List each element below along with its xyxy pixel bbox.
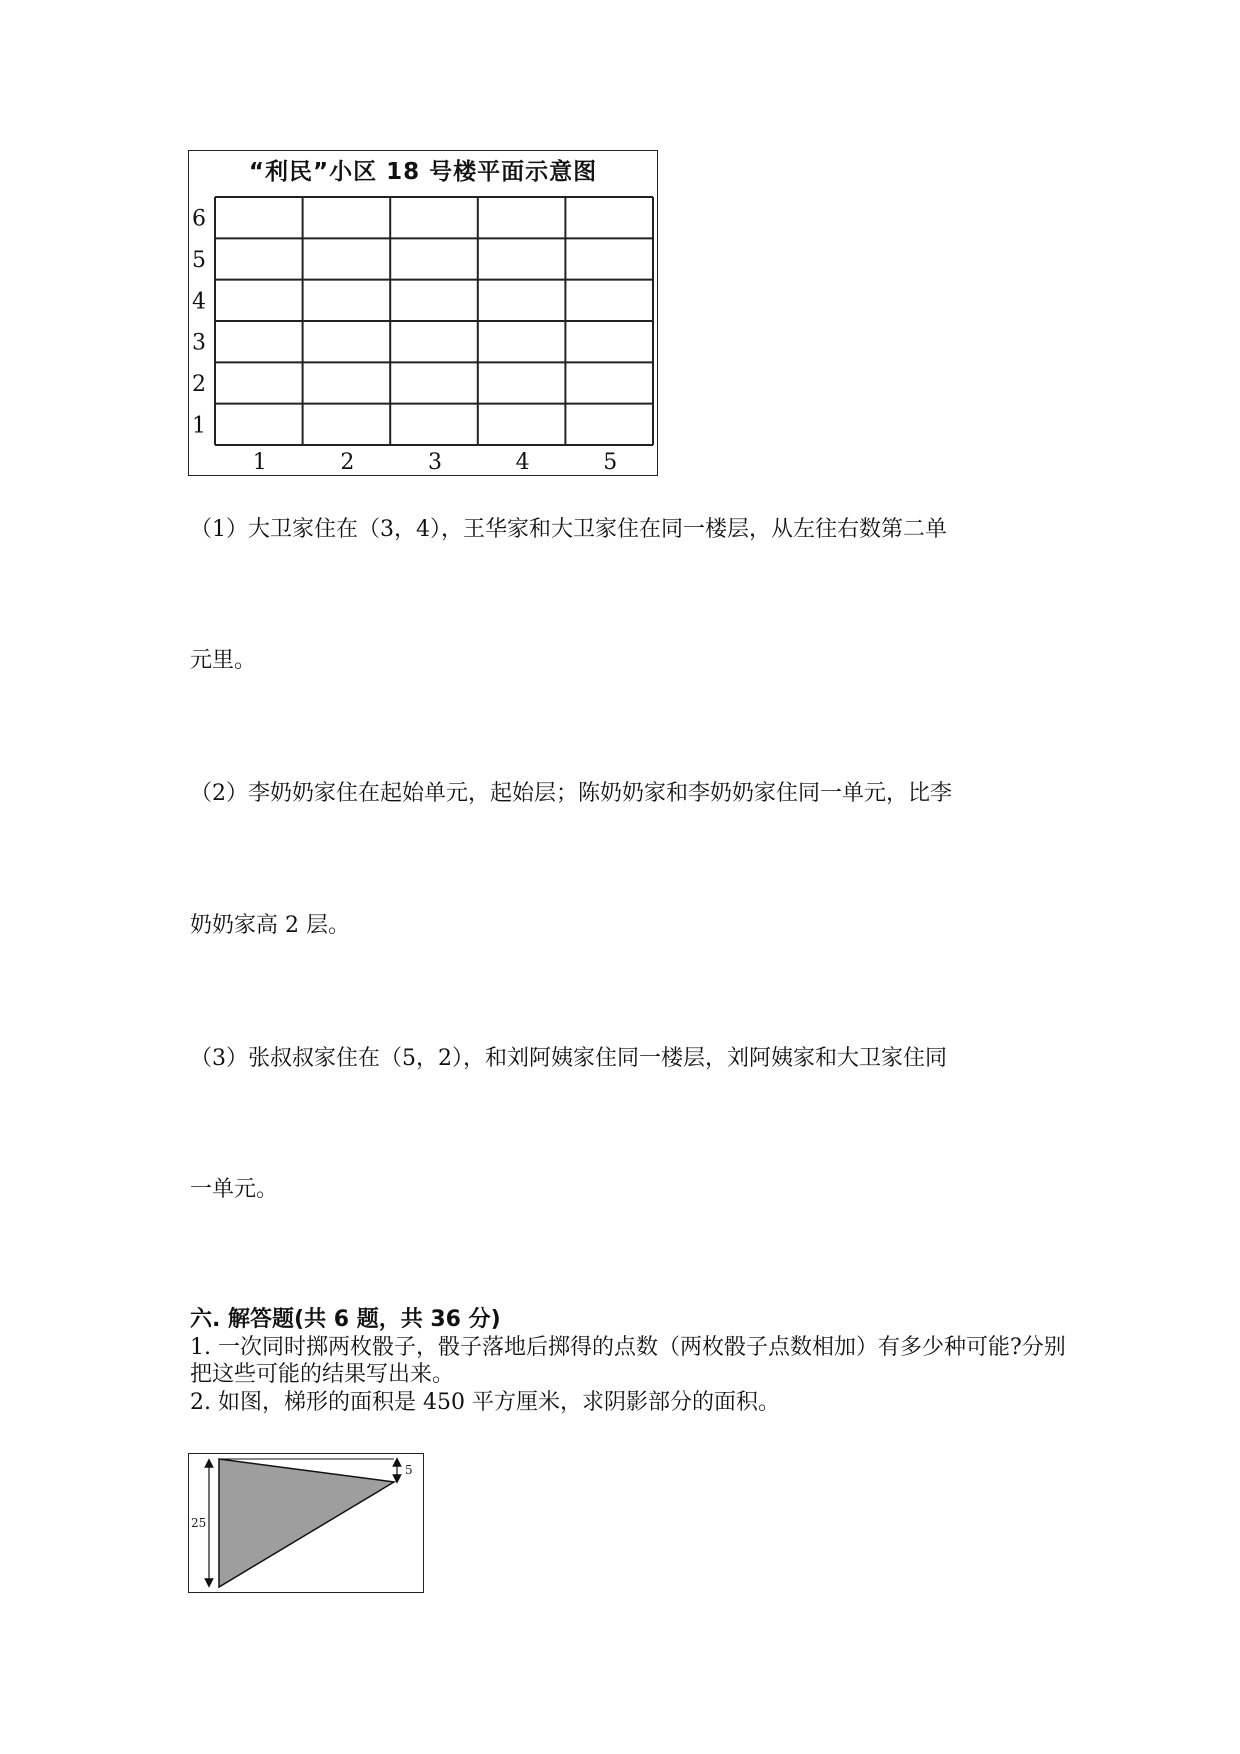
floor-label: 3 — [192, 330, 206, 356]
section-title: 六. 解答题(共 6 题，共 36 分) — [190, 1307, 501, 1332]
question-2-line-1: （2）李奶奶家住在起始单元，起始层；陈奶奶家和李奶奶家住同一单元，比李 — [190, 781, 952, 806]
question-3-line-1: （3）张叔叔家住在（5，2），和刘阿姨家住同一楼层，刘阿姨家和大卫家住同 — [190, 1046, 947, 1071]
unit-label: 5 — [603, 450, 618, 475]
unit-label: 1 — [252, 450, 267, 475]
question-3-line-2: 一单元。 — [190, 1177, 279, 1202]
floor-plan-title: “利民”小区 18 号楼平面示意图 — [248, 159, 598, 185]
unit-label: 4 — [515, 450, 530, 475]
unit-axis-labels — [253, 450, 617, 475]
problem-1: 1. 一次同时掷两枚骰子，骰子落地后掷得的点数（两枚骰子点数相加）有多少种可能?分别把这些可能的结果写出来。 — [190, 1335, 1066, 1387]
unit-label: 2 — [340, 450, 355, 475]
floor-axis-labels — [192, 207, 206, 439]
trapezoid-diagram — [189, 1454, 423, 1592]
floor-plan-grid — [189, 151, 657, 475]
trapezoid-figure — [188, 1453, 424, 1593]
floor-label: 5 — [192, 248, 206, 273]
floor-label: 1 — [192, 413, 206, 439]
question-1-line-2: 元里。 — [190, 648, 257, 673]
shaded-triangle — [219, 1459, 394, 1587]
question-1-line-1: （1）大卫家住在（3，4），王华家和大卫家住在同一楼层，从左往右数第二单 — [190, 517, 947, 542]
problem-2: 2. 如图，梯形的面积是 450 平方厘米，求阴影部分的面积。 — [190, 1390, 780, 1415]
top-gap-label: 5 — [405, 1463, 413, 1477]
height-label: 25 — [191, 1516, 207, 1530]
floor-label: 4 — [192, 289, 206, 315]
floor-label: 6 — [192, 206, 206, 232]
unit-label: 3 — [428, 450, 442, 475]
grid-lines — [215, 197, 653, 445]
question-2-line-2: 奶奶家高 2 层。 — [190, 913, 350, 938]
floor-plan-figure — [188, 150, 658, 476]
floor-label: 2 — [192, 372, 206, 397]
